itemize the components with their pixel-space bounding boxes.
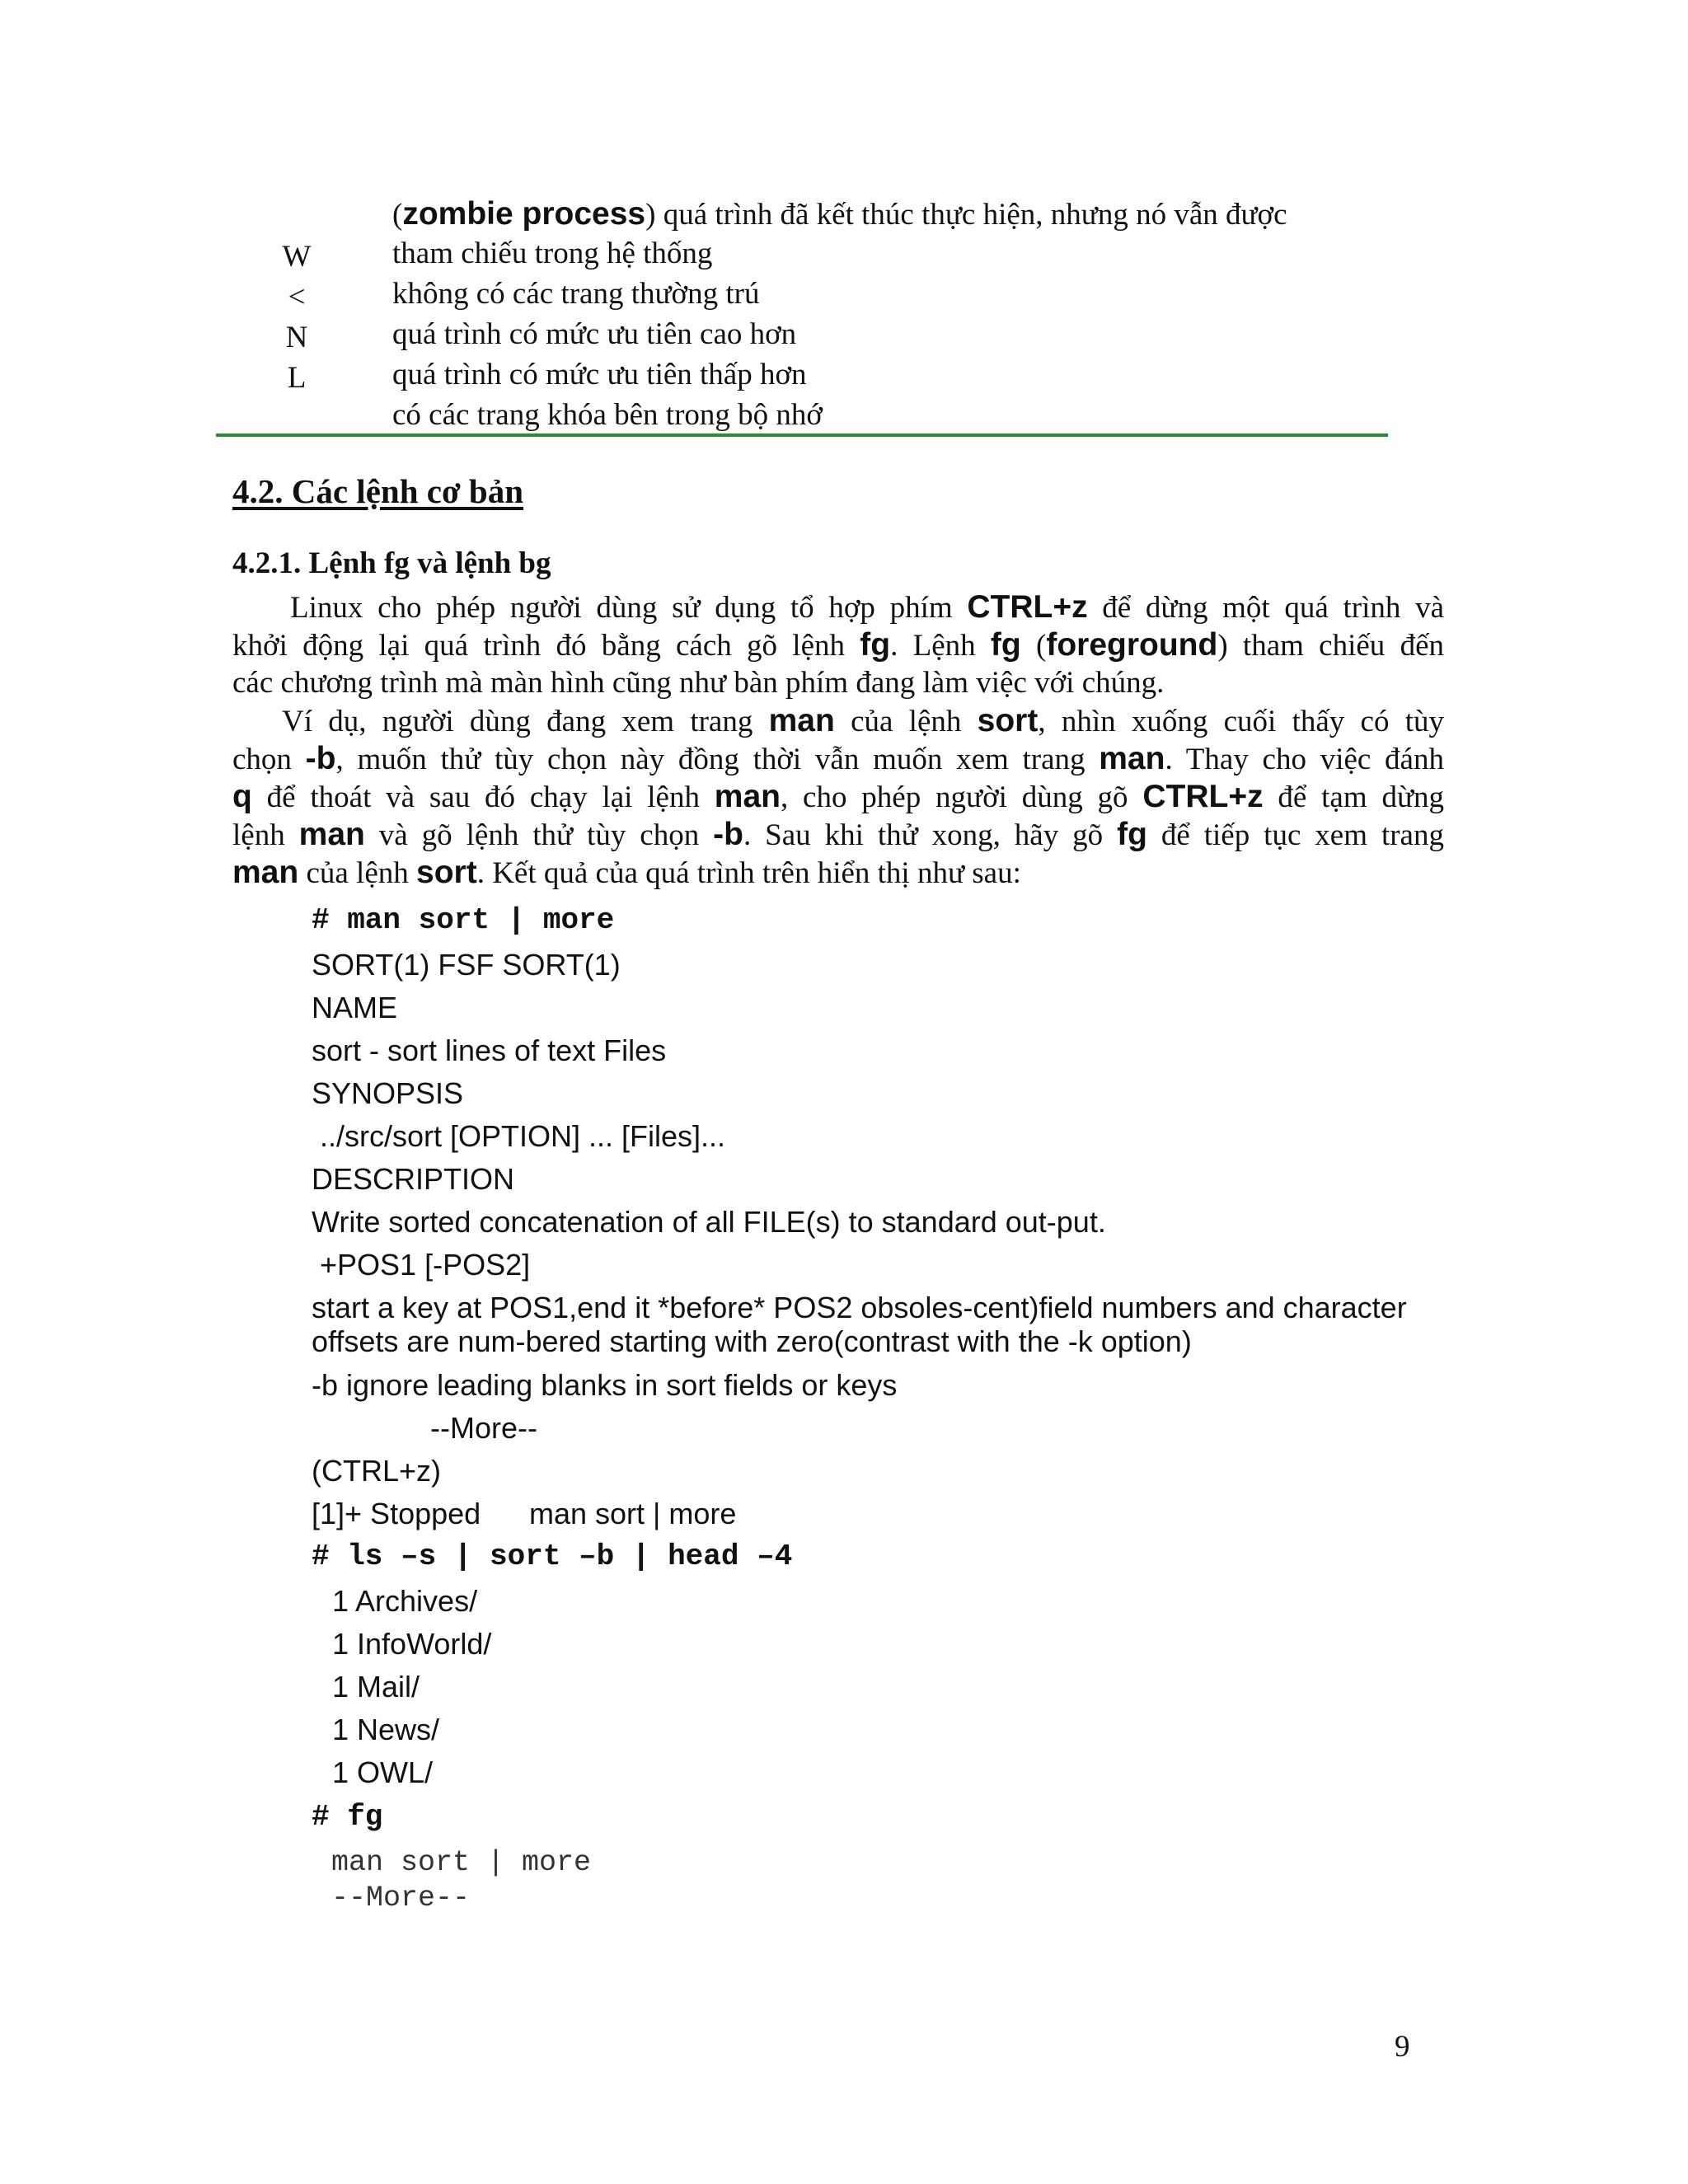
paragraph-line: man của lệnh sort. Kết quả của quá trình trên hiển thị như sau: [232,855,1021,890]
ls-output-line: 1 InfoWorld/ [332,1627,492,1661]
paragraph-line: Linux cho phép người dùng sử dụng tổ hợp phím CTRL+z để dừng một quá trình và [290,589,1444,625]
ls-output-line: 1 Mail/ [332,1670,420,1704]
more-prompt: --More-- [430,1411,537,1445]
ctrl-z-keystroke: (CTRL+z) [312,1454,442,1488]
paragraph-line: chọn -b, muốn thử tùy chọn này đồng thời vẫn muốn xem trang man. Thay cho việc đánh [232,741,1444,776]
man-output-line: DESCRIPTION [312,1162,515,1196]
command-man-sort: # man sort | more [312,903,615,937]
paragraph-line: các chương trình mà màn hình cũng như bàn phím đang làm việc với chúng. [232,666,1165,700]
state-description: tham chiếu trong hệ thống [392,237,713,270]
man-output-line: SORT(1) FSF SORT(1) [312,948,621,982]
paragraph-fg-intro [232,588,1444,702]
stopped-job-command: man sort | more [529,1497,737,1530]
state-description: quá trình có mức ưu tiên thấp hơn [392,358,807,391]
state-letter-l: L [287,361,307,395]
state-description: không có các trang thường trú [392,277,760,311]
subsection-heading: 4.2.1. Lệnh fg và lệnh bg [232,546,551,580]
man-output-line: NAME [312,991,398,1024]
paragraph-line: Ví dụ, người dùng đang xem trang man của lệnh sort, nhìn xuống cuối thấy có tùy [282,703,1445,738]
zombie-term: zombie process [402,196,646,232]
fg-more-prompt: --More-- [331,1882,471,1915]
state-letter-w: W [282,240,312,274]
man-output-line: +POS1 [-POS2] [312,1248,531,1282]
section-heading: 4.2. Các lệnh cơ bản [232,472,524,510]
state-letter-lt: < [288,280,306,314]
paragraph-line: khởi động lại quá trình đó bằng cách gõ lệnh fg. Lệnh fg (foreground) tham chiếu đến [232,627,1444,663]
ls-output-line: 1 OWL/ [332,1755,434,1789]
paragraph-line: q để thoát và sau đó chạy lại lệnh man, cho phép người dùng gõ CTRL+z để tạm dừng [232,779,1444,814]
state-letter-n: N [285,321,308,354]
zombie-description-line: (zombie process) quá trình đã kết thúc thực hiện, nhưng nó vẫn được [392,196,1287,232]
table-bottom-rule [216,434,1388,437]
man-output-line: -b ignore leading blanks in sort fields or keys [312,1368,898,1402]
page-number: 9 [1395,2030,1410,2064]
paragraph-line: lệnh man và gõ lệnh thử tùy chọn -b. Sau khi thử xong, hãy gõ fg để tiếp tục xem trang [232,817,1444,852]
man-output-line: start a key at POS1,end it *before* POS2 obsoles-cent)field numbers and character [312,1291,1407,1324]
man-output-line: offsets are num-bered starting with zero(contrast with the -k option) [312,1324,1192,1358]
command-ls-sort: # ls –s | sort –b | head –4 [312,1540,793,1573]
state-description: quá trình có mức ưu tiên cao hơn [392,317,797,351]
state-description: có các trang khóa bên trong bộ nhớ [392,398,823,432]
man-output-line: ../src/sort [OPTION] ... [Files]... [312,1119,726,1153]
stopped-job-status: [1]+ Stopped [312,1497,481,1530]
man-output-line: Write sorted concatenation of all FILE(s) to standard out-put. [312,1205,1106,1239]
man-output-line: sort - sort lines of text Files [312,1033,667,1067]
man-output-line: SYNOPSIS [312,1076,464,1110]
fg-output-line: man sort | more [331,1846,592,1879]
ls-output-line: 1 Archives/ [332,1584,478,1618]
command-fg: # fg [312,1800,383,1834]
paragraph-example [232,702,1444,892]
ls-output-line: 1 News/ [332,1713,440,1746]
